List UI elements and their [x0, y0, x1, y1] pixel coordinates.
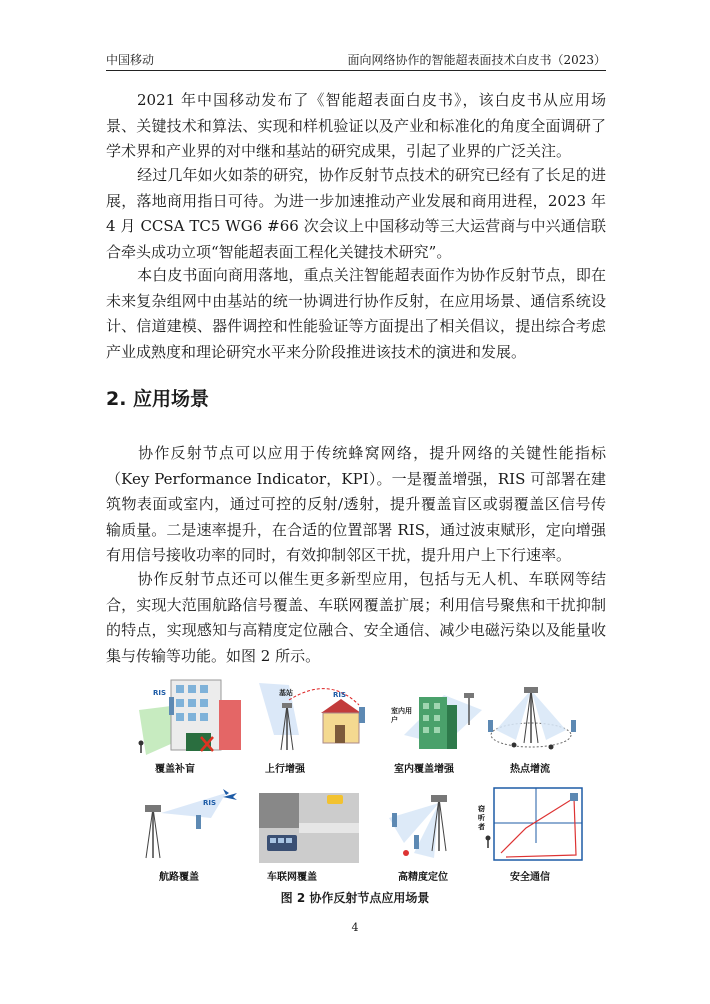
- paragraph-3: 本白皮书面向商用落地，重点关注智能超表面作为协作反射节点，即在未来复杂组网中由基站的统一协调进行协作反射，在应用场景、通信系统设计、信道建模、器件调控和性能验证等方面提出了相关倡议，提出综合考虑产业成熟度和理论研究水平来分阶段推进该技术的演进和发展。: [106, 266, 606, 361]
- panel-caption: 高精度定位: [398, 872, 448, 883]
- panel-caption: 安全通信: [510, 872, 550, 883]
- panel-positioning: [374, 783, 486, 883]
- section-paragraph-2: 协作反射节点还可以催生更多新型应用，包括与无人机、车联网等结合，实现大范围航路信号覆盖、车联网覆盖扩展；利用信号聚焦和干扰抑制的特点，实现感知与高精度定位融合、安全通信、减少电磁污染以及能量收集与传输等功能。如图 2 所示。: [106, 570, 606, 665]
- header-right: 面向网络协作的智能超表面技术白皮书（2023）: [347, 53, 606, 67]
- section-paragraph-1: 协作反射节点可以应用于传统蜂窝网络，提升网络的关键性能指标（Key Performance Indicator，KPI）。一是覆盖增强，RIS 可部署在建筑物表面或室内，通过可控的反射/透射，提升覆盖盲区或弱覆盖区信号传输质量。二是速率提升，在合适的位置部署 RIS，通过波束赋形，定向增强有用信号接收功率的同时，有效抑制邻区干扰，提升用户上下行速率。: [106, 444, 606, 564]
- header-divider: [106, 70, 606, 71]
- indoor-user-label: 室内用户: [391, 707, 412, 724]
- panel-v2x-coverage: [249, 783, 369, 883]
- panel-caption: 车联网覆盖: [267, 872, 317, 883]
- panel-flight-route: [131, 783, 243, 883]
- paragraph-2: 经过几年如火如荼的研究，协作反射节点技术的研究已经有了长足的进展，落地商用指日可待。为进一步加速推动产业发展和商用进程，2023 年 4 月 CCSA TC5 WG6 #66 次会议上中国移动等三大运营商与中兴通信联合牵头成功立项“智能超表面工程化关键技术研究”。: [106, 166, 606, 261]
- panel-caption: 覆盖补盲: [155, 764, 195, 775]
- ris-label: RIS: [153, 689, 167, 697]
- paragraph-1: 2021 年中国移动发布了《智能超表面白皮书》，该白皮书从应用场景、关键技术和算法、实现和样机验证以及产业和标准化的角度全面调研了学术界和产业界的对中继和基站的研究成果，引起了业界的广泛关注。: [106, 91, 606, 160]
- panel-indoor-coverage: [374, 675, 486, 775]
- panel-secure-communication: [476, 783, 588, 883]
- eavesdropper-label: 窃听者: [478, 805, 485, 831]
- page-header: [106, 50, 606, 68]
- page-number: 4: [351, 921, 359, 934]
- panel-caption: 热点增流: [510, 764, 550, 775]
- panel-uplink-enhancement: [249, 675, 369, 775]
- header-left: 中国移动: [106, 53, 155, 67]
- figure-caption: 图 2 协作反射节点应用场景: [280, 891, 430, 905]
- panel-caption: 上行增强: [265, 764, 305, 775]
- base-station-label: 基站: [279, 689, 293, 697]
- panel-hotspot-capacity: [476, 675, 588, 775]
- panel-coverage-blind-spot: [131, 675, 243, 775]
- ris-label: RIS: [333, 691, 347, 699]
- section-title: 2. 应用场景: [106, 388, 210, 410]
- application-scenarios-figure: [131, 675, 581, 883]
- panel-caption: 航路覆盖: [159, 872, 199, 883]
- panel-caption: 室内覆盖增强: [394, 764, 454, 775]
- ris-label: RIS: [203, 799, 217, 807]
